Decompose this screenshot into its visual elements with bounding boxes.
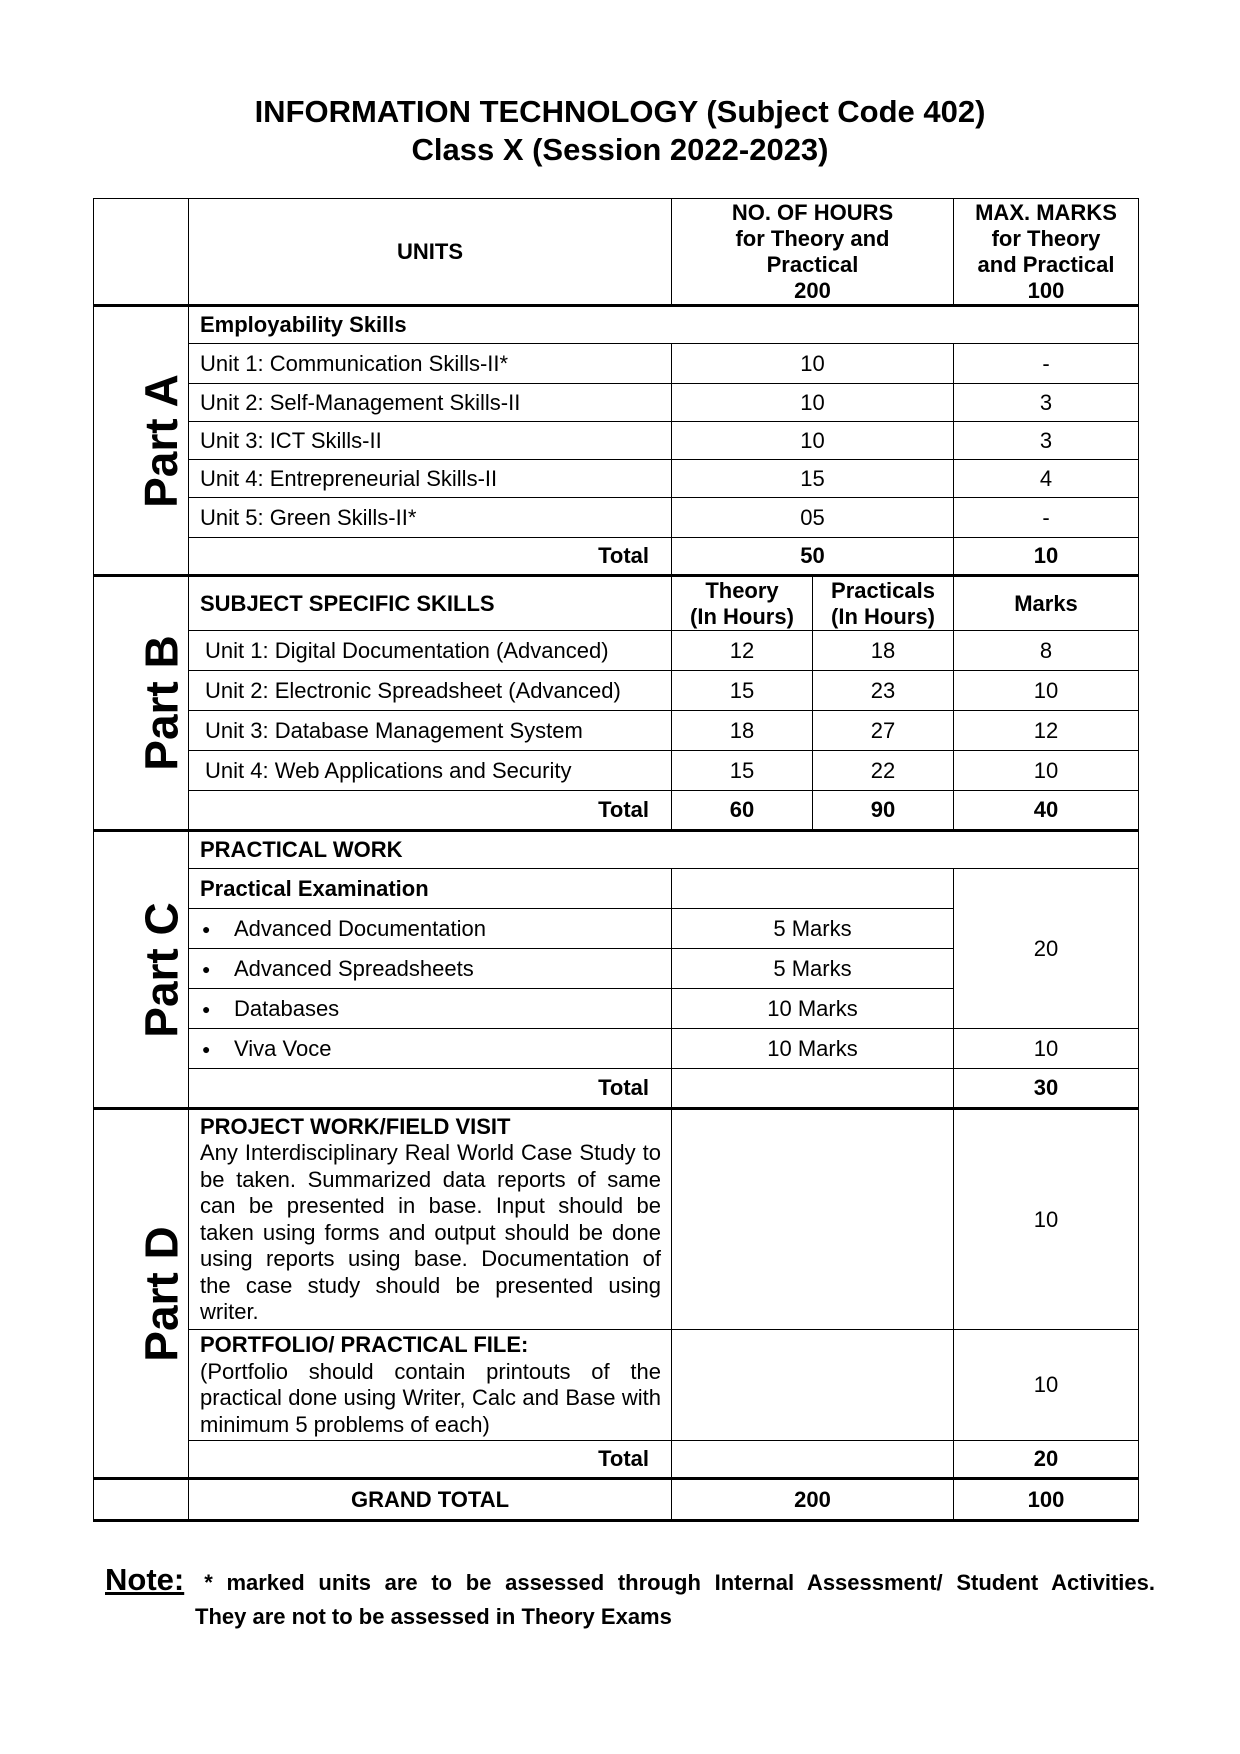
theory-hours: 12 — [672, 631, 813, 671]
total-hours: 50 — [672, 538, 954, 576]
practical-item: ● Viva Voce — [189, 1029, 672, 1069]
total-marks: 10 — [954, 538, 1139, 576]
total-label: Total — [189, 1441, 672, 1479]
project-work-description: Any Interdisciplinary Real World Case Study to be taken. Summarized data reports of same can be presented in base. Input should be taken using forms and output should be done using reports using base. Documentation of the case study should be presented using writer. — [200, 1140, 661, 1324]
unit-marks: - — [954, 344, 1139, 384]
unit-marks: - — [954, 498, 1139, 538]
unit-hours: 15 — [672, 460, 954, 498]
unit-marks: 3 — [954, 422, 1139, 460]
total-row — [94, 1069, 1139, 1109]
unit-marks: 10 — [954, 751, 1139, 791]
unit-marks: 10 — [954, 671, 1139, 711]
table-row — [94, 631, 1139, 671]
header-hours-line2: for Theory and — [735, 225, 890, 251]
table-row — [94, 498, 1139, 538]
grand-total-row — [94, 1479, 1139, 1521]
bullet-icon — [202, 1036, 234, 1061]
total-row — [94, 538, 1139, 576]
total-marks: 30 — [954, 1069, 1139, 1109]
empty-cell — [672, 1330, 954, 1441]
portfolio-cell — [189, 1330, 672, 1441]
total-theory: 60 — [672, 791, 813, 831]
page-title: INFORMATION TECHNOLOGY (Subject Code 402) — [254, 94, 986, 129]
bullet-icon — [202, 916, 234, 941]
unit-name: Unit 3: ICT Skills-II — [189, 422, 672, 460]
list-item — [94, 1029, 1139, 1069]
header-hours-line4: 200 — [794, 277, 831, 303]
table-row — [94, 344, 1139, 384]
part-c-label: Part C — [94, 831, 189, 1109]
theory-header-line1: Theory — [705, 577, 779, 603]
section-heading: Employability Skills — [189, 306, 1139, 344]
part-b-label: Part B — [94, 576, 189, 831]
footnote-line2: They are not to be assessed in Theory Exams — [195, 1604, 672, 1629]
practical-hours-header — [813, 576, 954, 631]
table-row — [94, 306, 1139, 344]
table-row — [94, 831, 1139, 869]
practical-item: ● Databases — [189, 989, 672, 1029]
table-row — [94, 711, 1139, 751]
section-heading: SUBJECT SPECIFIC SKILLS — [189, 576, 672, 631]
practical-item: ● Advanced Documentation — [189, 909, 672, 949]
footnote — [105, 1562, 1155, 1629]
table-row — [94, 751, 1139, 791]
practical-item-marks: 10 Marks — [672, 989, 954, 1029]
note-text: * marked units are to be assessed through Internal Assessment/ Student Activities. — [204, 1570, 1155, 1595]
unit-name: Unit 2: Self-Management Skills-II — [189, 384, 672, 422]
unit-hours: 10 — [672, 344, 954, 384]
portfolio-marks: 10 — [954, 1330, 1139, 1441]
total-row — [94, 791, 1139, 831]
total-label: Total — [189, 538, 672, 576]
empty-cell — [94, 1479, 189, 1521]
table-row — [94, 869, 1139, 909]
header-hours — [672, 199, 954, 306]
total-marks: 40 — [954, 791, 1139, 831]
empty-cell — [672, 1109, 954, 1330]
unit-name: Unit 5: Green Skills-II* — [189, 498, 672, 538]
practical-exam-marks: 20 — [954, 869, 1139, 1029]
page-subtitle: Class X (Session 2022-2023) — [411, 132, 829, 167]
bullet-icon — [202, 996, 234, 1021]
theory-hours-header — [672, 576, 813, 631]
theory-hours: 18 — [672, 711, 813, 751]
table-row — [94, 384, 1139, 422]
portfolio-description: (Portfolio should contain printouts of the practical done using Writer, Calc and Base with minimum 5 problems of each) — [200, 1358, 661, 1437]
practical-hours: 22 — [813, 751, 954, 791]
unit-name: Unit 4: Web Applications and Security — [189, 751, 672, 791]
unit-marks: 12 — [954, 711, 1139, 751]
empty-cell — [672, 1441, 954, 1479]
grand-total-hours: 200 — [672, 1479, 954, 1521]
table-row — [94, 422, 1139, 460]
unit-hours: 05 — [672, 498, 954, 538]
practical-exam-label: Practical Examination — [189, 869, 672, 909]
unit-marks: 4 — [954, 460, 1139, 498]
practical-item-marks: 10 Marks — [672, 1029, 954, 1069]
curriculum-table — [93, 198, 1139, 1522]
header-marks-line4: 100 — [1027, 277, 1065, 303]
empty-cell — [672, 1069, 954, 1109]
grand-total-label: GRAND TOTAL — [189, 1479, 672, 1521]
unit-name: Unit 4: Entrepreneurial Skills-II — [189, 460, 672, 498]
unit-hours: 10 — [672, 422, 954, 460]
table-row — [94, 1330, 1139, 1441]
header-hours-line3: Practical — [766, 251, 859, 277]
header-units: UNITS — [189, 199, 672, 306]
theory-hours: 15 — [672, 671, 813, 711]
theory-header-line2: (In Hours) — [690, 603, 794, 629]
practical-header-line2: (In Hours) — [831, 603, 935, 629]
practical-item-marks: 5 Marks — [672, 909, 954, 949]
note-label: Note: — [105, 1562, 185, 1597]
total-label: Total — [189, 1069, 672, 1109]
unit-marks: 8 — [954, 631, 1139, 671]
project-work-cell — [189, 1109, 672, 1330]
theory-hours: 15 — [672, 751, 813, 791]
project-work-heading: PROJECT WORK/FIELD VISIT — [200, 1113, 511, 1139]
practical-item: ● Advanced Spreadsheets — [189, 949, 672, 989]
empty-cell — [672, 869, 954, 909]
header-hours-line1: NO. OF HOURS — [731, 199, 894, 225]
header-marks-line3: and Practical — [977, 251, 1115, 277]
viva-marks: 10 — [954, 1029, 1139, 1069]
header-marks-line2: for Theory — [991, 225, 1101, 251]
total-row — [94, 1441, 1139, 1479]
total-label: Total — [189, 791, 672, 831]
unit-hours: 10 — [672, 384, 954, 422]
unit-name: Unit 1: Communication Skills-II* — [189, 344, 672, 384]
total-practical: 90 — [813, 791, 954, 831]
practical-hours: 27 — [813, 711, 954, 751]
unit-name: Unit 1: Digital Documentation (Advanced) — [189, 631, 672, 671]
unit-name: Unit 2: Electronic Spreadsheet (Advanced) — [189, 671, 672, 711]
unit-marks: 3 — [954, 384, 1139, 422]
table-header-row — [94, 199, 1139, 306]
portfolio-heading: PORTFOLIO/ PRACTICAL FILE: — [200, 1332, 529, 1357]
table-row — [94, 460, 1139, 498]
header-marks — [954, 199, 1139, 306]
marks-header: Marks — [954, 576, 1139, 631]
table-row — [94, 1109, 1139, 1330]
footnote-line1 — [105, 1562, 1155, 1598]
section-heading: PRACTICAL WORK — [189, 831, 1139, 869]
header-marks-line1: MAX. MARKS — [975, 199, 1117, 225]
bullet-icon — [202, 956, 234, 981]
practical-hours: 18 — [813, 631, 954, 671]
practical-item-marks: 5 Marks — [672, 949, 954, 989]
total-marks: 20 — [954, 1441, 1139, 1479]
practical-header-line1: Practicals — [831, 577, 935, 603]
table-row — [94, 576, 1139, 631]
header-empty-cell — [94, 199, 189, 306]
table-row — [94, 671, 1139, 711]
practical-hours: 23 — [813, 671, 954, 711]
grand-total-marks: 100 — [954, 1479, 1139, 1521]
part-d-label: Part D — [94, 1109, 189, 1479]
project-work-marks: 10 — [954, 1109, 1139, 1330]
unit-name: Unit 3: Database Management System — [189, 711, 672, 751]
part-a-label: Part A — [94, 306, 189, 576]
